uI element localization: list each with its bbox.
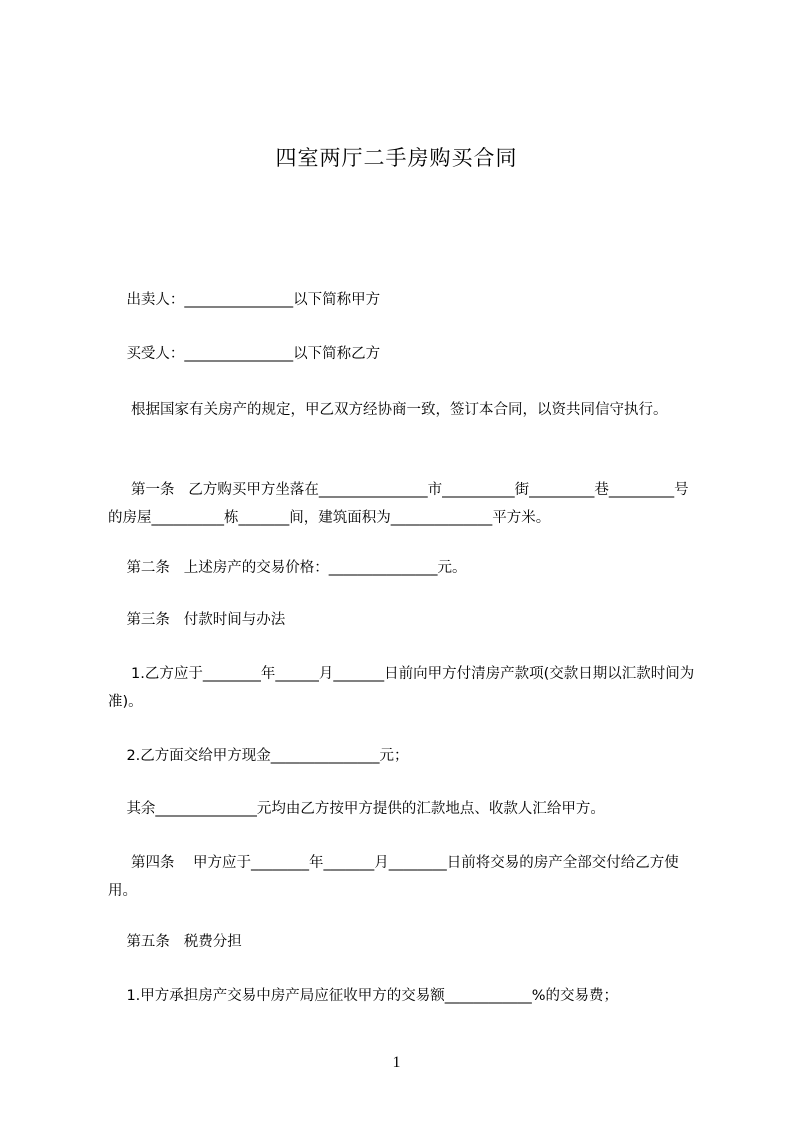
paragraph-payment-rest: 其余______________元均由乙方按甲方提供的汇款地点、收款人汇给甲方。 — [108, 801, 605, 817]
paragraph-payment-2: 2.乙方面交给甲方现金_______________元； — [108, 748, 409, 764]
paragraph-seller: 出卖人：_______________以下简称甲方 — [108, 292, 381, 308]
paragraph-tax-1: 1.甲方承担房产交易中房产局应征收甲方的交易额____________%的交易费； — [108, 988, 619, 1004]
document-title: 四室两厅二手房购买合同 — [275, 146, 518, 170]
page-number: 1 — [392, 1054, 401, 1071]
paragraph-buyer: 买受人：_______________以下简称乙方 — [108, 346, 381, 362]
paragraph-article-5: 第五条 税费分担 — [108, 934, 242, 950]
paragraph-article-1: 第一条 乙方购买甲方坐落在_______________市__________街_________巷_________号的房屋__________栋_______间，建筑面积为______________平方米。 — [108, 482, 689, 526]
paragraph-article-3: 第三条 付款时间与办法 — [108, 612, 286, 628]
paragraph-article-2: 第二条 上述房产的交易价格：_______________元。 — [108, 560, 467, 576]
paragraph-preamble: 根据国家有关房产的规定，甲乙双方经协商一致，签订本合同，以资共同信守执行。 — [108, 402, 668, 418]
paragraph-payment-1: 1.乙方应于________年______月_______日前向甲方付清房产款项(交款日期以汇款时间为准)。 — [108, 666, 695, 710]
paragraph-article-4: 第四条 甲方应于________年_______月________日前将交易的房产全部交付给乙方使用。 — [108, 855, 679, 899]
